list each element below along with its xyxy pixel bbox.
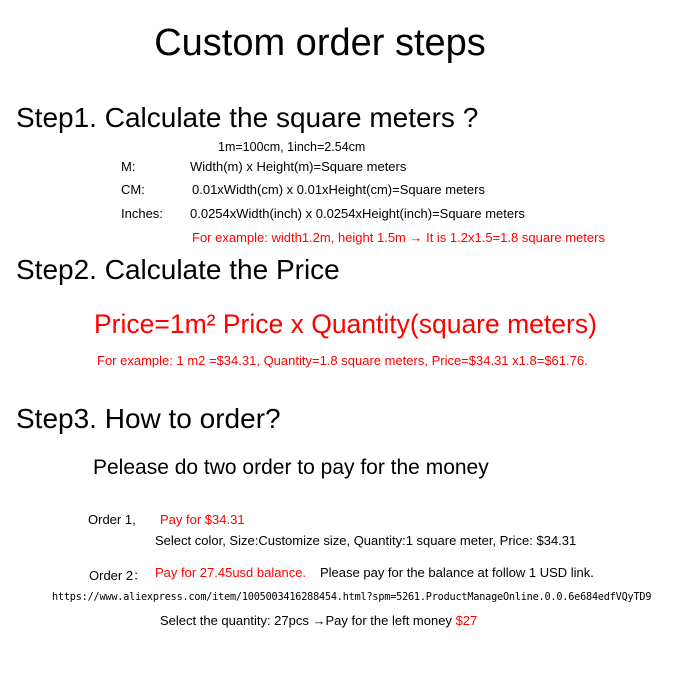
order2-note: Please pay for the balance at follow 1 USD link. — [320, 565, 594, 580]
unit-label: Inches: — [121, 206, 163, 221]
order2-label: Order 2： — [89, 568, 147, 583]
formula-text-inches: 0.0254xWidth(inch) x 0.0254xHeight(inch)=Square meters — [190, 206, 525, 221]
step1-heading: Step1. Calculate the square meters ? — [16, 102, 479, 133]
order1-pay: Pay for $34.31 — [160, 512, 245, 527]
order-instruction: Pelease do two order to pay for the money — [93, 456, 489, 479]
quantity-line — [160, 613, 477, 628]
formula-row-cm — [121, 182, 145, 197]
conversion-note: 1m=100cm, 1inch=2.54cm — [218, 140, 366, 154]
unit-label: CM: — [121, 182, 145, 197]
step2-example: For example: 1 m2 =$34.31, Quantity=1.8 square meters, Price=$34.31 x1.8=$61.76. — [97, 353, 588, 368]
unit-label: M: — [121, 159, 136, 174]
left-money: $27 — [455, 613, 478, 628]
formula-text-cm: 0.01xWidth(cm) x 0.01xHeight(cm)=Square meters — [192, 182, 485, 197]
quantity-text: Select the quantity: 27pcs →Pay for the left money — [160, 613, 452, 628]
step1-example: For example: width1.2m, height 1.5m → It is 1.2x1.5=1.8 square meters — [192, 230, 605, 245]
price-formula: Price=1m² Price x Quantity(square meters) — [94, 309, 597, 339]
step3-heading: Step3. How to order? — [16, 403, 281, 434]
step2-heading: Step2. Calculate the Price — [16, 254, 340, 285]
formula-text-m: Width(m) x Height(m)=Square meters — [190, 159, 407, 174]
order1-label: Order 1, — [88, 512, 136, 527]
order2-pay: Pay for 27.45usd balance. — [155, 565, 307, 580]
order1-detail: Select color, Size:Customize size, Quantity:1 square meter, Price: $34.31 — [155, 533, 577, 548]
formula-row-inches — [121, 206, 163, 221]
page-title: Custom order steps — [154, 22, 486, 64]
formula-row-m — [121, 159, 135, 174]
balance-link[interactable]: https://www.aliexpress.com/item/1005003416288454.html?spm=5261.ProductManageOnline.0.0.6e684edfVQyTD9 — [52, 592, 652, 603]
